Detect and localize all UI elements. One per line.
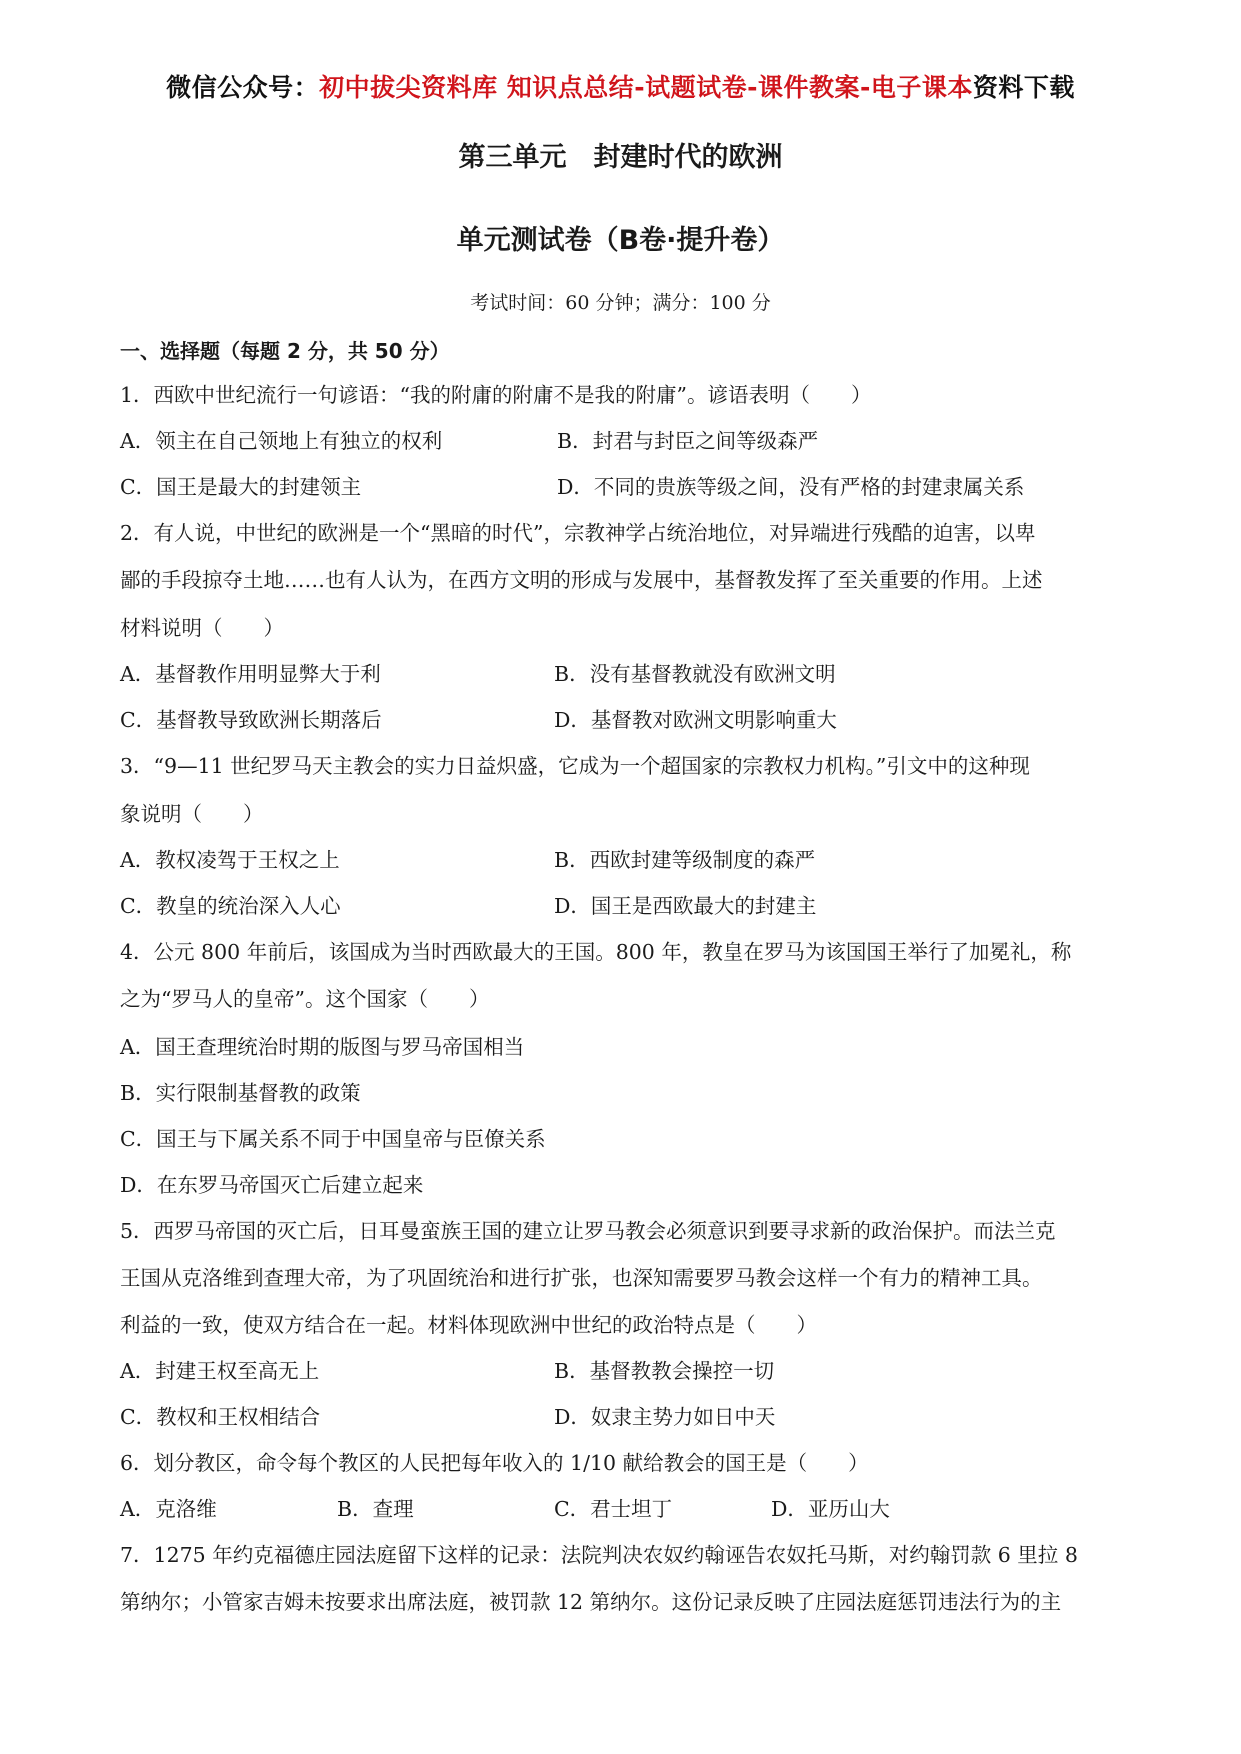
unit-title: 第三单元 封建时代的欧洲 [458,142,783,173]
q3-option-d: D．国王是西欧最大的封建主 [554,894,817,918]
q3-option-b: B．西欧封建等级制度的森严 [554,848,816,872]
question-2-stem-line-3: 材料说明（ ） [120,616,284,640]
q4-option-c: C．国王与下属关系不同于中国皇帝与臣僚关系 [120,1127,546,1151]
question-2-stem-line-2: 鄙的手段掠夺土地……也有人认为，在西方文明的形成与发展中，基督教发挥了至关重要的作用。上述 [120,568,1043,592]
q6-option-a: A．克洛维 [120,1497,217,1521]
exam-info: 考试时间：60 分钟；满分：100 分 [470,292,771,314]
question-7-stem-line-1: 7．1275 年约克福德庄园法庭留下这样的记录：法院判决农奴约翰诬告农奴托马斯，对约翰罚款 6 里拉 8 [120,1543,1078,1567]
question-2-stem-line-1: 2．有人说，中世纪的欧洲是一个“黑暗的时代”，宗教神学占统治地位，对异端进行残酷的迫害，以卑 [120,521,1036,545]
q6-option-b: B．查理 [337,1497,414,1521]
question-4-stem-line-2: 之为“罗马人的皇帝”。这个国家（ ） [120,987,490,1011]
q1-option-c: C．国王是最大的封建领主 [120,475,362,499]
q5-option-d: D．奴隶主势力如日中天 [554,1405,776,1429]
question-4-stem-line-1: 4．公元 800 年前后，该国成为当时西欧最大的王国。800 年，教皇在罗马为该国国王举行了加冕礼，称 [120,940,1072,964]
q4-option-a: A．国王查理统治时期的版图与罗马帝国相当 [120,1035,525,1059]
q2-option-a: A．基督教作用明显弊大于利 [120,662,381,686]
question-3-stem-line-1: 3．“9—11 世纪罗马天主教会的实力日益炽盛，它成为一个超国家的宗教权力机构。”引文中的这种现 [120,754,1030,778]
header-banner [0,68,1241,104]
question-1-stem: 1．西欧中世纪流行一句谚语：“我的附庸的附庸不是我的附庸”。谚语表明（ ） [120,383,872,407]
q5-option-a: A．封建王权至高无上 [120,1359,320,1383]
q6-option-d: D．亚历山大 [771,1497,890,1521]
test-subtitle: 单元测试卷（B卷·提升卷） [456,225,785,256]
question-5-stem-line-3: 利益的一致，使双方结合在一起。材料体现欧洲中世纪的政治特点是（ ） [120,1313,817,1337]
q2-option-b: B．没有基督教就没有欧洲文明 [554,662,836,686]
q2-option-d: D．基督教对欧洲文明影响重大 [554,708,837,732]
q1-option-a: A．领主在自己领地上有独立的权利 [120,429,443,453]
question-5-stem-line-2: 王国从克洛维到查理大帝，为了巩固统治和进行扩张，也深知需要罗马教会这样一个有力的精神工具。 [120,1266,1043,1290]
q3-option-a: A．教权凌驾于王权之上 [120,848,340,872]
question-5-stem-line-1: 5．西罗马帝国的灭亡后，日耳曼蛮族王国的建立让罗马教会必须意识到要寻求新的政治保护。而法兰克 [120,1219,1056,1243]
q3-option-c: C．教皇的统治深入人心 [120,894,341,918]
q5-option-b: B．基督教教会操控一切 [554,1359,775,1383]
q1-option-d: D．不同的贵族等级之间，没有严格的封建隶属关系 [557,475,1025,499]
banner-prefix: 微信公众号： [166,73,320,102]
q5-option-c: C．教权和王权相结合 [120,1405,321,1429]
question-6-stem: 6．划分教区，命令每个教区的人民把每年收入的 1/10 献给教会的国王是（ ） [120,1451,869,1475]
question-7-stem-line-2: 第纳尔；小管家吉姆未按要求出席法庭，被罚款 12 第纳尔。这份记录反映了庄园法庭惩罚违法行为的主 [120,1590,1062,1614]
q1-option-b: B．封君与封臣之间等级森严 [557,429,819,453]
question-3-stem-line-2: 象说明（ ） [120,802,264,826]
section-title: 一、选择题（每题 2 分，共 50 分） [120,339,450,363]
q6-option-c: C．君士坦丁 [554,1497,673,1521]
q4-option-d: D．在东罗马帝国灭亡后建立起来 [120,1173,424,1197]
q4-option-b: B．实行限制基督教的政策 [120,1081,361,1105]
q2-option-c: C．基督教导致欧洲长期落后 [120,708,382,732]
banner-suffix: 资料下载 [972,73,1075,102]
banner-highlight: 初中拔尖资料库 知识点总结-试题试卷-课件教案-电子课本 [319,73,973,102]
